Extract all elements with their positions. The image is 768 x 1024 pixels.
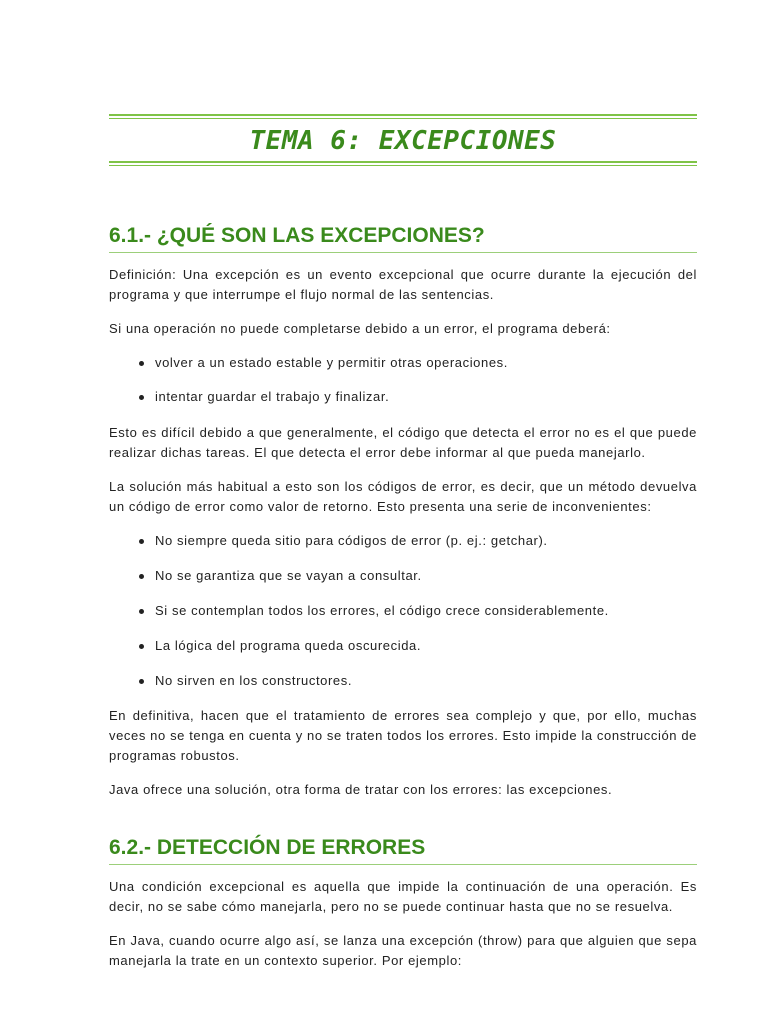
paragraph-dificil: Esto es difícil debido a que generalmente, el código que detecta el error no es el que puede realizar dichas tareas. El que detecta el error debe informar al que pueda manejarlo. <box>109 425 697 460</box>
list-item: Si se contemplan todos los errores, el código crece considerablemente. <box>109 601 697 621</box>
list-item: No sirven en los constructores. <box>109 671 697 691</box>
paragraph-definition: Definición: Una excepción es un evento excepcional que ocurre durante la ejecución del programa y que interrumpe el flujo normal de las sentencias. <box>109 267 697 302</box>
paragraph-enjava: En Java, cuando ocurre algo así, se lanza una excepción (throw) para que alguien que sepa manejarla la trate en un contexto superior. Por ejemplo: <box>109 933 697 968</box>
section-1-heading: 6.1.- ¿QUÉ SON LAS EXCEPCIONES? <box>109 224 697 253</box>
title-rule-bottom <box>109 161 697 166</box>
title-block <box>109 114 697 166</box>
list-item: volver a un estado estable y permitir otras operaciones. <box>109 353 697 373</box>
paragraph-si: Si una operación no puede completarse debido a un error, el programa deberá: <box>109 321 611 336</box>
list-item: intentar guardar el trabajo y finalizar. <box>109 387 697 407</box>
section-2-heading: 6.2.- DETECCIÓN DE ERRORES <box>109 836 697 865</box>
paragraph-java: Java ofrece una solución, otra forma de tratar con los errores: las excepciones. <box>109 782 613 797</box>
paragraph-definitiva: En definitiva, hacen que el tratamiento de errores sea complejo y que, por ello, muchas veces no se tenga en cuenta y no se traten todos los errores. Esto impide la construcción de programas robustos. <box>109 708 697 763</box>
list-item: La lógica del programa queda oscurecida. <box>109 636 697 656</box>
paragraph-condicion: Una condición excepcional es aquella que impide la continuación de una operación. Es decir, no se sabe cómo manejarla, pero no se puede continuar hasta que no se resuelva. <box>109 879 697 914</box>
list-item: No se garantiza que se vayan a consultar. <box>109 566 697 586</box>
bullet-list-1 <box>109 353 697 407</box>
section-2 <box>109 836 697 971</box>
title-rule-top <box>109 114 697 119</box>
list-item: No siempre queda sitio para códigos de error (p. ej.: getchar). <box>109 531 697 551</box>
page-title: TEMA 6: EXCEPCIONES <box>249 126 557 156</box>
bullet-list-2 <box>109 531 697 691</box>
section-1 <box>109 224 697 800</box>
paragraph-solucion: La solución más habitual a esto son los códigos de error, es decir, que un método devuelva un código de error como valor de retorno. Esto presenta una serie de inconvenientes: <box>109 479 697 514</box>
